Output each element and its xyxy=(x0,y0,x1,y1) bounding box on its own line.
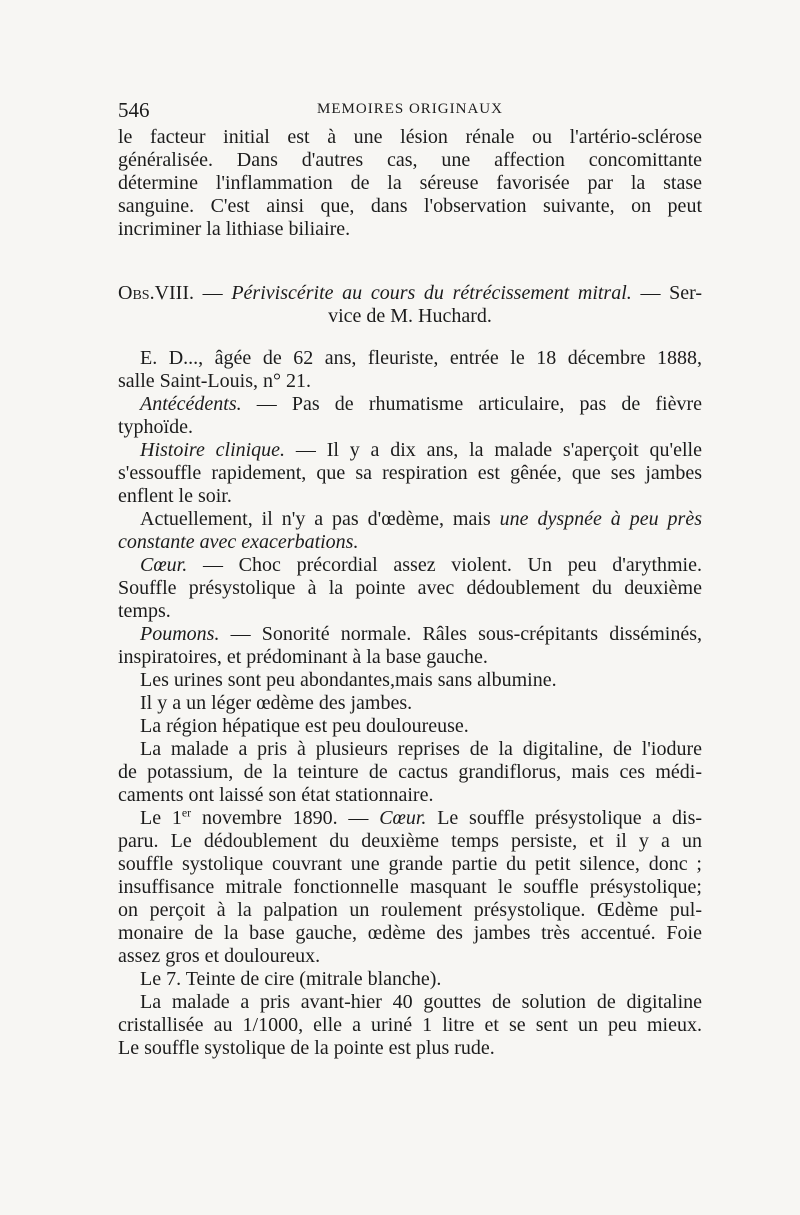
observation-body xyxy=(118,347,702,1060)
observation-title-line: Obs.VIII. — Périviscérite au cours du rétrécissement mitral. — Ser- xyxy=(118,282,702,304)
line-text: — Il y a dix ans, la malade s'aperçoit qu'elle xyxy=(285,439,702,461)
text-line: Les urines sont peu abondantes,mais sans albumine. xyxy=(140,669,557,691)
observation-label: Obs.VIII. xyxy=(118,282,194,304)
text-line: de potassium, de la teinture de cactus grandiflorus, mais ces médi- xyxy=(118,761,702,783)
text-line: Le souffle systolique de la pointe est plus rude. xyxy=(118,1037,495,1059)
section-label: Histoire clinique. xyxy=(140,439,286,461)
emphasis: une dyspnée à peu près xyxy=(499,508,702,530)
text-line: enflent le soir. xyxy=(118,485,232,507)
observation-heading xyxy=(118,282,702,328)
text-line: souffle systolique couvrant une grande partie du petit silence, donc ; xyxy=(118,853,702,875)
text-line: Le 7. Teinte de cire (mitrale blanche). xyxy=(140,968,442,990)
text-line: monaire de la base gauche, œdème des jambes très accentué. Foie xyxy=(118,922,702,944)
text-line xyxy=(118,508,702,531)
text-line: temps. xyxy=(118,600,171,622)
text-line: cristallisée au 1/1000, elle a uriné 1 litre et se sent un peu mieux. xyxy=(118,1014,702,1036)
text-line: détermine l'inflammation de la séreuse favorisée par la stase xyxy=(118,172,702,194)
running-title: MEMOIRES ORIGINAUX xyxy=(317,101,503,117)
intro-paragraph xyxy=(118,126,702,241)
text-line xyxy=(118,439,702,462)
text-line: La malade a pris à plusieurs reprises de la digitaline, de l'iodure xyxy=(140,738,702,760)
observation-title: Périviscérite au cours du rétrécissement mitral. xyxy=(231,282,632,304)
text-line: on perçoit à la palpation un roulement présystolique. Œdème pul- xyxy=(118,899,702,921)
emphasis: constante avec exacerbations. xyxy=(118,531,359,553)
text-line xyxy=(118,623,702,646)
text-line: généralisée. Dans d'autres cas, une affection concomittante xyxy=(118,149,702,171)
text-line: La malade a pris avant-hier 40 gouttes de solution de digitaline xyxy=(140,991,702,1013)
page-header xyxy=(118,98,702,126)
text-line: le facteur initial est à une lésion rénale ou l'artério-sclérose xyxy=(118,126,702,148)
text-line: inspiratoires, et prédominant à la base gauche. xyxy=(118,646,488,668)
line-text: novembre 1890. — xyxy=(191,807,380,829)
observation-dash: — Ser- xyxy=(640,282,702,304)
line-text: — Choc précordial assez violent. Un peu d'arythmie. xyxy=(187,554,702,576)
line-text: — Sonorité normale. Râles sous-crépitants disséminés, xyxy=(219,623,702,645)
line-text: Le 1 xyxy=(140,807,182,829)
ordinal-superscript: er xyxy=(181,807,192,820)
section-label: Poumons. xyxy=(140,623,220,645)
observation-title-cont: vice de M. Huchard. xyxy=(328,305,492,327)
section-label: Cœur. xyxy=(379,807,427,829)
line-text: Le souffle présystolique a dis- xyxy=(426,807,702,829)
text-line: sanguine. C'est ainsi que, dans l'observation suivante, on peut xyxy=(118,195,702,217)
line-text: — Pas de rhumatisme articulaire, pas de fièvre xyxy=(241,393,702,415)
text-line: Souffle présystolique à la pointe avec dédoublement du deuxième xyxy=(118,577,702,599)
text-line xyxy=(118,554,702,577)
text-line: typhoïde. xyxy=(118,416,193,438)
text-line: Il y a un léger œdème des jambes. xyxy=(140,692,413,714)
text-line: s'essouffle rapidement, que sa respiration est gênée, que ses jambes xyxy=(118,462,702,484)
section-label: Cœur. xyxy=(140,554,188,576)
text-line: paru. Le dédoublement du deuxième temps persiste, et il y a un xyxy=(118,830,702,852)
text-line: incriminer la lithiase biliaire. xyxy=(118,218,351,240)
text-line: assez gros et douloureux. xyxy=(118,945,321,967)
text-line: insuffisance mitrale fonctionnelle masquant le souffle présystolique; xyxy=(118,876,702,898)
text-line: E. D..., âgée de 62 ans, fleuriste, entrée le 18 décembre 1888, xyxy=(140,347,702,369)
page-number: 546 xyxy=(118,98,150,122)
text-line xyxy=(118,531,702,554)
text-line xyxy=(118,393,702,416)
line-text: Actuellement, il n'y a pas d'œdème, mais xyxy=(140,508,500,530)
text-line: La région hépatique est peu douloureuse. xyxy=(140,715,469,737)
text-line: caments ont laissé son état stationnaire. xyxy=(118,784,434,806)
text-line xyxy=(118,807,702,830)
text-line: salle Saint-Louis, n° 21. xyxy=(118,370,311,392)
section-label: Antécédents. xyxy=(140,393,242,415)
